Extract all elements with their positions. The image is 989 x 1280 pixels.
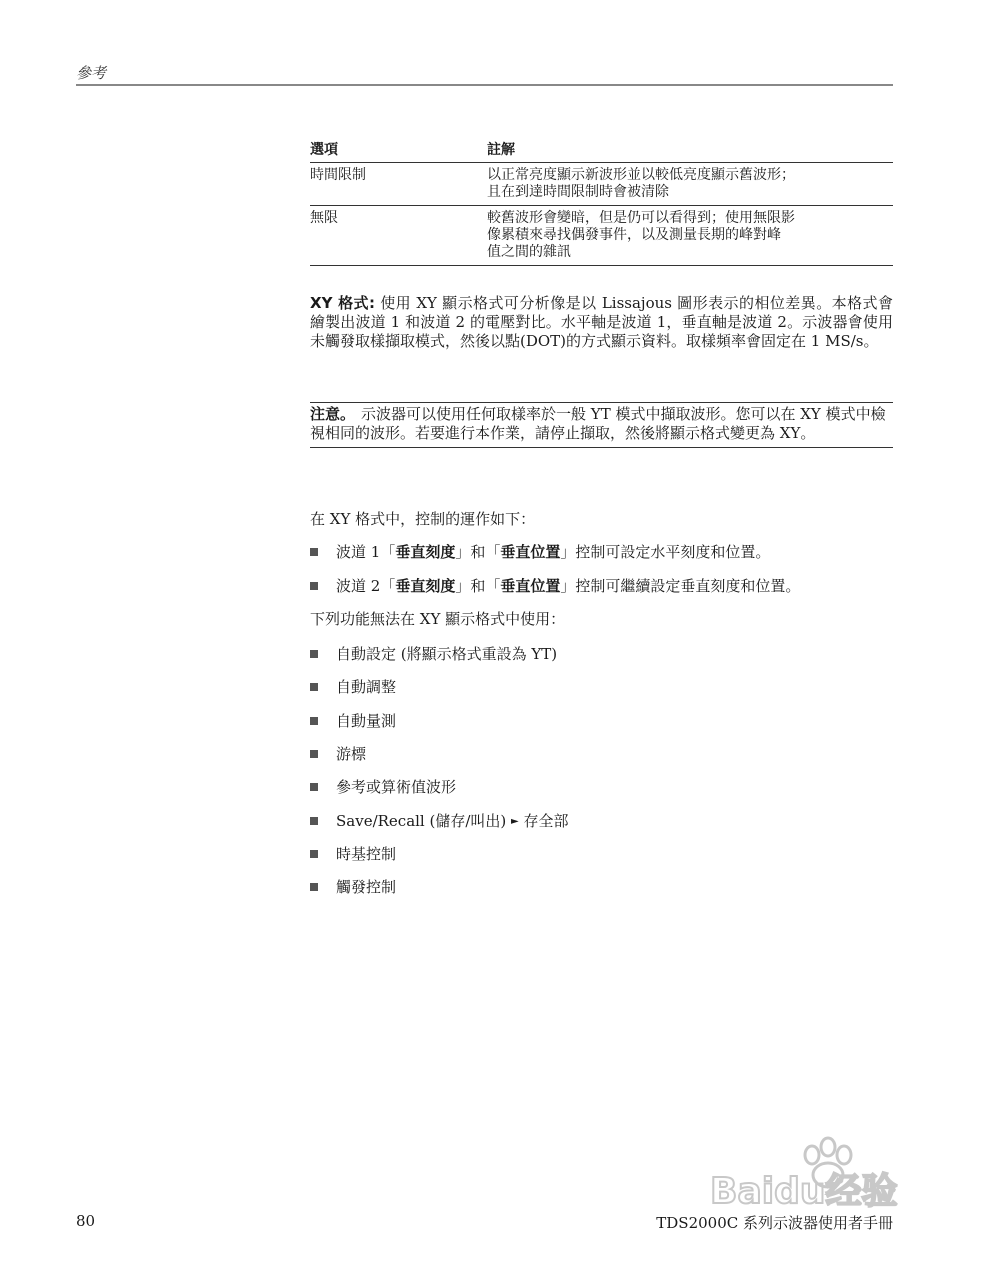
menu-arrow-icon: ► (511, 816, 519, 827)
control-text: 」和「 (455, 577, 501, 595)
table-row (310, 206, 893, 266)
notes-cell (487, 206, 893, 266)
list-item (310, 778, 456, 797)
control-name: 垂直位置 (500, 543, 561, 561)
xy-format-paragraph (310, 294, 893, 351)
baidu-watermark-logo (700, 1125, 930, 1215)
list-item (310, 543, 770, 562)
feature-text: 自動調整 (336, 678, 397, 696)
bullet-icon (310, 850, 318, 858)
watermark-text: Baidu经验 (710, 1171, 898, 1212)
feature-text: 存全部 (523, 812, 569, 830)
control-text: 」控制可繼續設定垂直刻度和位置。 (560, 577, 801, 595)
control-text: 波道 1「 (336, 543, 396, 561)
table-header-row (310, 140, 893, 163)
bullet-icon (310, 783, 318, 791)
header-label: 參考 (76, 64, 107, 82)
bullet-icon (310, 650, 318, 658)
note-label: 注意。 (310, 405, 356, 423)
list-item (310, 678, 396, 697)
list-item (310, 845, 396, 864)
header-rule (76, 84, 893, 86)
unavailable-intro: 下列功能無法在 XY 顯示格式中使用： (310, 610, 566, 628)
notes-line: 以正常亮度顯示新波形並以較低亮度顯示舊波形； (487, 167, 795, 183)
xy-format-label: XY 格式: (310, 294, 375, 312)
bullet-icon (310, 717, 318, 725)
notes-line: 像累積來尋找偶發事件，以及測量長期的峰對峰 (487, 227, 781, 243)
notes-line: 且在到達時間限制時會被清除 (487, 184, 669, 200)
list-item (310, 712, 396, 731)
bullet-icon (310, 750, 318, 758)
xy-format-text: 使用 XY 顯示格式可分析像是以 Lissajous 圖形表示的相位差異。本格式會繪製出波道 1 和波道 2 的電壓對比。水平軸是波道 1，垂直軸是波道 2。示波器會使用未觸發取樣擷取模式，然後以點(DOT)的方式顯示資料。取樣頻率會固定在 1 MS/s。 (310, 294, 893, 350)
list-item (310, 878, 396, 897)
column-header-notes: 註解 (487, 140, 893, 163)
option-cell: 時間限制 (310, 163, 487, 206)
control-name: 垂直位置 (500, 577, 561, 595)
feature-text: 參考或算術值波形 (336, 778, 457, 796)
notes-line: 值之間的雜訊 (487, 244, 571, 260)
bullet-icon (310, 582, 318, 590)
note-text: 示波器可以使用任何取樣率於一般 YT 模式中擷取波形。您可以在 XY 模式中檢視相同的波形。若要進行本作業，請停止擷取，然後將顯示格式變更為 XY。 (310, 405, 886, 442)
feature-text: 時基控制 (336, 845, 397, 863)
notes-cell (487, 163, 893, 206)
feature-text: 游標 (336, 745, 367, 763)
bullet-icon (310, 883, 318, 891)
bullet-icon (310, 817, 318, 825)
control-text: 」和「 (455, 543, 501, 561)
bullet-icon (310, 683, 318, 691)
option-cell: 無限 (310, 206, 487, 266)
control-name: 垂直刻度 (395, 543, 456, 561)
control-text: 」控制可設定水平刻度和位置。 (560, 543, 771, 561)
list-item (310, 577, 800, 596)
feature-text: 觸發控制 (336, 878, 397, 896)
table-row (310, 163, 893, 206)
notes-line: 較舊波形會變暗，但是仍可以看得到；使用無限影 (487, 210, 795, 226)
note-box (310, 402, 893, 448)
list-item (310, 745, 366, 764)
manual-title: TDS2000C 系列示波器使用者手冊 (656, 1214, 893, 1232)
control-name: 垂直刻度 (395, 577, 456, 595)
list-item (310, 645, 557, 664)
feature-text: 自動設定 (將顯示格式重設為 YT) (336, 645, 558, 663)
column-header-option: 選項 (310, 140, 487, 163)
bullet-icon (310, 548, 318, 556)
list-item (310, 812, 569, 831)
feature-text: Save/Recall (儲存/叫出) (336, 812, 507, 830)
control-text: 波道 2「 (336, 577, 396, 595)
feature-text: 自動量測 (336, 712, 397, 730)
options-table (310, 140, 893, 266)
controls-intro: 在 XY 格式中，控制的運作如下： (310, 510, 536, 528)
page-number: 80 (76, 1212, 96, 1230)
